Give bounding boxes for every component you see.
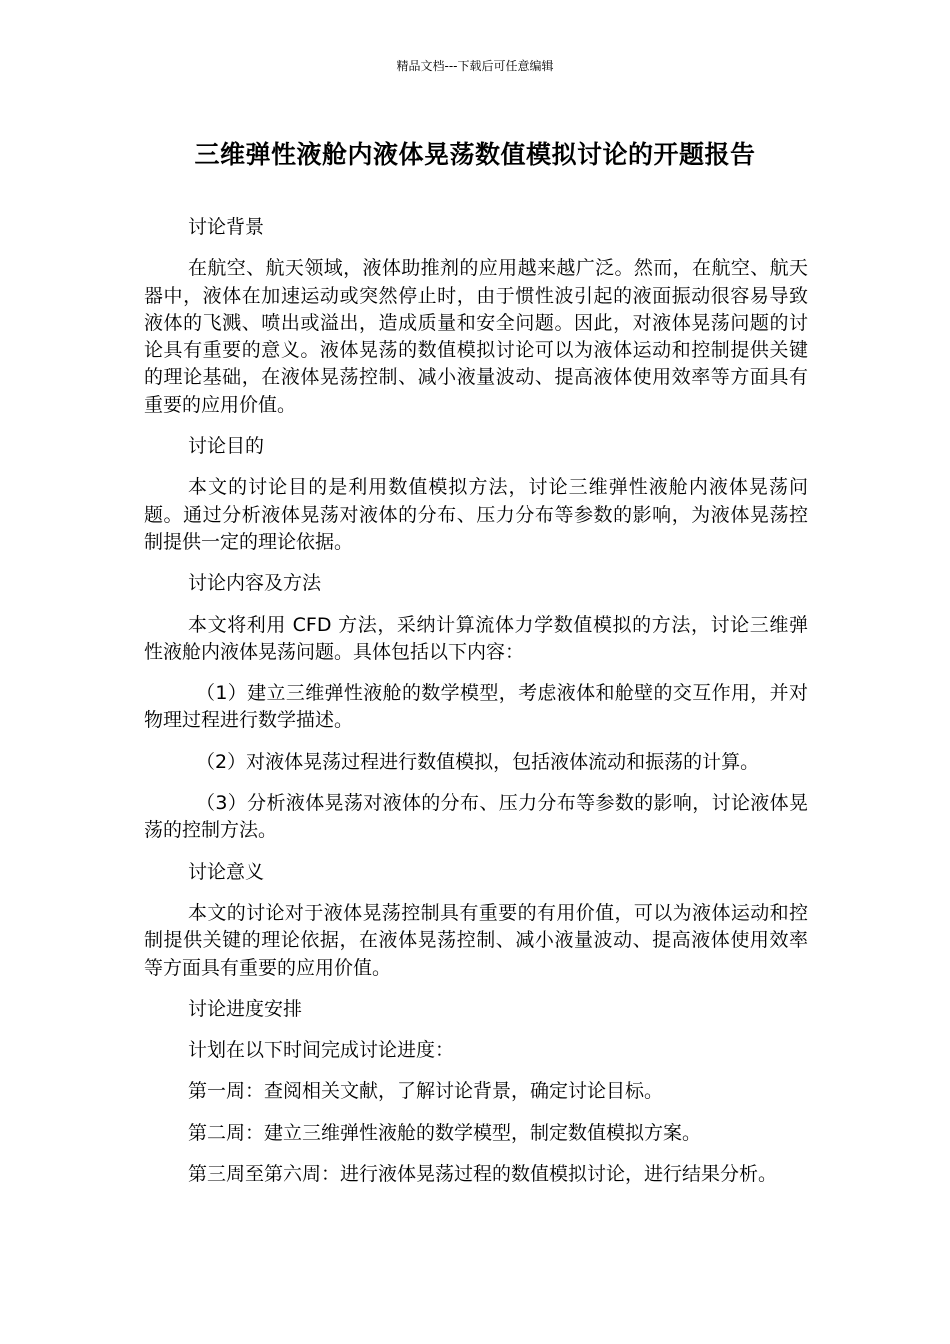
paragraph-significance: 本文的讨论对于液体晃荡控制具有重要的有用价值，可以为液体运动和控制提供关键的理论依据，在液体晃荡控制、减小液量波动、提高液体使用效率等方面具有重要的应用价值。 [144, 901, 808, 979]
paragraph-background: 在航空、航天领域，液体助推剂的应用越来越广泛。然而，在航空、航天器中，液体在加速运动或突然停止时，由于惯性波引起的液面振动很容易导致液体的飞溅、喷出或溢出，造成质量和安全问题。因此，对液体晃荡问题的讨论具有重要的意义。液体晃荡的数值模拟讨论可以为液体运动和控制提供关键的理论基础，在液体晃荡控制、减小液量波动、提高液体使用效率等方面具有重要的应用价值。 [144, 257, 808, 416]
content-item-3: （3）分析液体晃荡对液体的分布、压力分布等参数的影响，讨论液体晃荡的控制方法。 [144, 792, 808, 842]
document-title: 三维弹性液舱内液体晃荡数值模拟讨论的开题报告 [194, 140, 756, 169]
section-heading-significance: 讨论意义 [188, 860, 265, 883]
schedule-intro: 计划在以下时间完成讨论进度： [188, 1039, 455, 1062]
schedule-item-1: 第一周：查阅相关文献，了解讨论背景，确定讨论目标。 [188, 1080, 664, 1103]
section-heading-purpose: 讨论目的 [188, 435, 265, 458]
content-item-1: （1）建立三维弹性液舱的数学模型，考虑液体和舱壁的交互作用，并对物理过程进行数学描述。 [144, 682, 808, 732]
paragraph-content-method: 本文将利用 CFD 方法，采纳计算流体力学数值模拟的方法，讨论三维弹性液舱内液体晃荡问题。具体包括以下内容： [144, 613, 808, 663]
section-heading-schedule: 讨论进度安排 [188, 997, 303, 1020]
header-note: 精品文档---下载后可任意编辑 [396, 59, 554, 73]
section-heading-content-method: 讨论内容及方法 [188, 572, 322, 595]
schedule-item-2: 第二周：建立三维弹性液舱的数学模型，制定数值模拟方案。 [188, 1121, 702, 1144]
content-item-2: （2）对液体晃荡过程进行数值模拟，包括液体流动和振荡的计算。 [196, 750, 760, 773]
section-heading-background: 讨论背景 [188, 216, 265, 238]
document-body [144, 214, 808, 1202]
schedule-item-3: 第三周至第六周：进行液体晃荡过程的数值模拟讨论，进行结果分析。 [188, 1163, 778, 1186]
paragraph-purpose: 本文的讨论目的是利用数值模拟方法，讨论三维弹性液舱内液体晃荡问题。通过分析液体晃荡对液体的分布、压力分布等参数的影响，为液体晃荡控制提供一定的理论依据。 [144, 476, 808, 553]
